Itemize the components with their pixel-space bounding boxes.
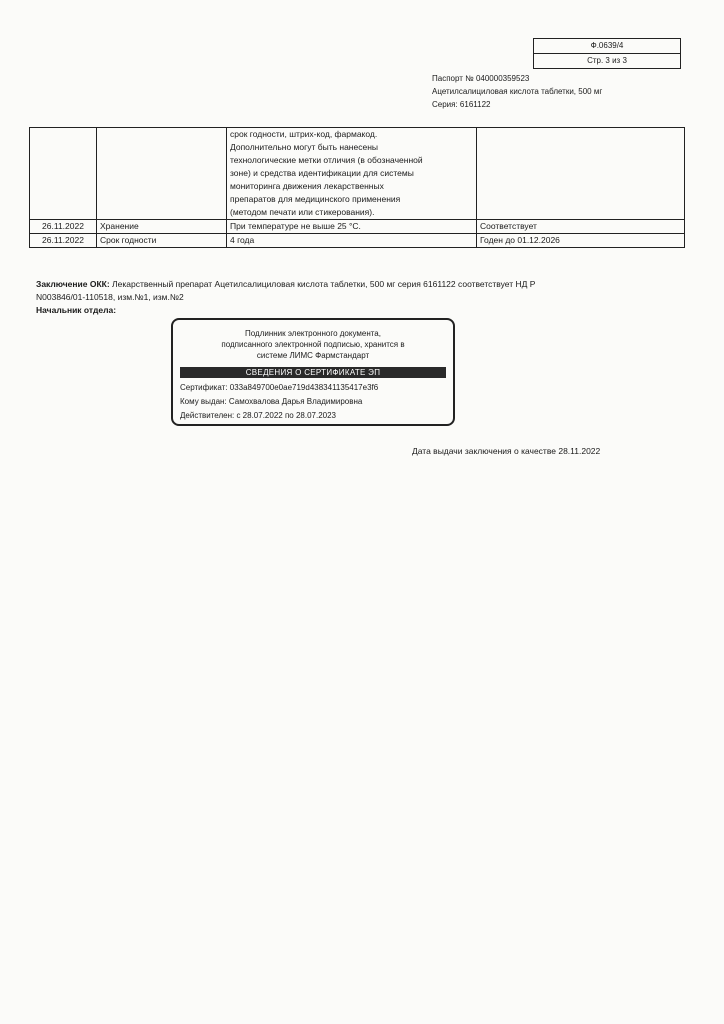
- department-head-label: Начальник отдела:: [36, 305, 117, 315]
- page-number: Стр. 3 из 3: [534, 53, 680, 68]
- table-row: [30, 220, 685, 234]
- test-results-table: [29, 127, 685, 248]
- stamp-line: подписанного электронной подписью, хранится в: [221, 340, 405, 349]
- row-requirement: 4 года: [227, 234, 477, 248]
- table-cell: [30, 128, 97, 220]
- certificate-validity: Действителен: с 28.07.2022 по 28.07.2023: [180, 411, 336, 420]
- certificate-issued-to: Кому выдан: Самохвалова Дарья Владимировна: [180, 397, 363, 406]
- passport-product: Ацетилсалициловая кислота таблетки, 500 мг: [432, 87, 603, 96]
- stamp-line: системе ЛИМС Фармстандарт: [256, 351, 370, 360]
- certificate-number: Сертификат: 033a849700e0ae719d438341135417e3f6: [180, 383, 379, 392]
- continuation-line: зоне) и средства идентификации для системы: [230, 168, 414, 178]
- table-row: [30, 128, 685, 220]
- passport-number: Паспорт № 040000359523: [432, 74, 530, 83]
- continuation-line: Дополнительно могут быть нанесены: [230, 142, 378, 152]
- row-date: 26.11.2022: [30, 234, 97, 248]
- table-row: [30, 234, 685, 248]
- continuation-line: мониторинга движения лекарственных: [230, 181, 384, 191]
- issue-date: Дата выдачи заключения о качестве 28.11.2022: [412, 446, 601, 456]
- e-signature-stamp: [171, 318, 455, 426]
- certificate-info-bar: СВЕДЕНИЯ О СЕРТИФИКАТЕ ЭП: [180, 367, 446, 378]
- conclusion-text: Лекарственный препарат Ацетилсалициловая кислота таблетки, 500 мг серия 6161122 соответствует НД Р N003846/01-110518, изм.№1, изм.№2: [36, 279, 536, 302]
- stamp-line: Подлинник электронного документа,: [245, 329, 381, 338]
- continuation-line: препаратов для медицинского применения: [230, 194, 401, 204]
- row-result: Годен до 01.12.2026: [477, 234, 685, 248]
- form-code: Ф.0639/4: [590, 41, 624, 50]
- form-code-box: [533, 38, 681, 69]
- row-test: Хранение: [97, 220, 227, 234]
- stamp-header: [173, 328, 453, 361]
- row-test: Срок годности: [97, 234, 227, 248]
- continuation-line: срок годности, штрих-код, фармакод.: [230, 129, 378, 139]
- continuation-line: технологические метки отличия (в обозначенной: [230, 155, 423, 165]
- row-date: 26.11.2022: [30, 220, 97, 234]
- continuation-line: (методом печати или стикерования).: [230, 207, 375, 217]
- table-cell: [97, 128, 227, 220]
- passport-series: Серия: 6161122: [432, 100, 491, 109]
- row-result: Соответствует: [477, 220, 685, 234]
- table-cell: [477, 128, 685, 220]
- conclusion-label: Заключение ОКК:: [36, 279, 110, 289]
- continuation-cell: [227, 128, 477, 220]
- row-requirement: При температуре не выше 25 °С.: [227, 220, 477, 234]
- passport-info: [432, 72, 602, 111]
- qc-conclusion: [36, 278, 556, 304]
